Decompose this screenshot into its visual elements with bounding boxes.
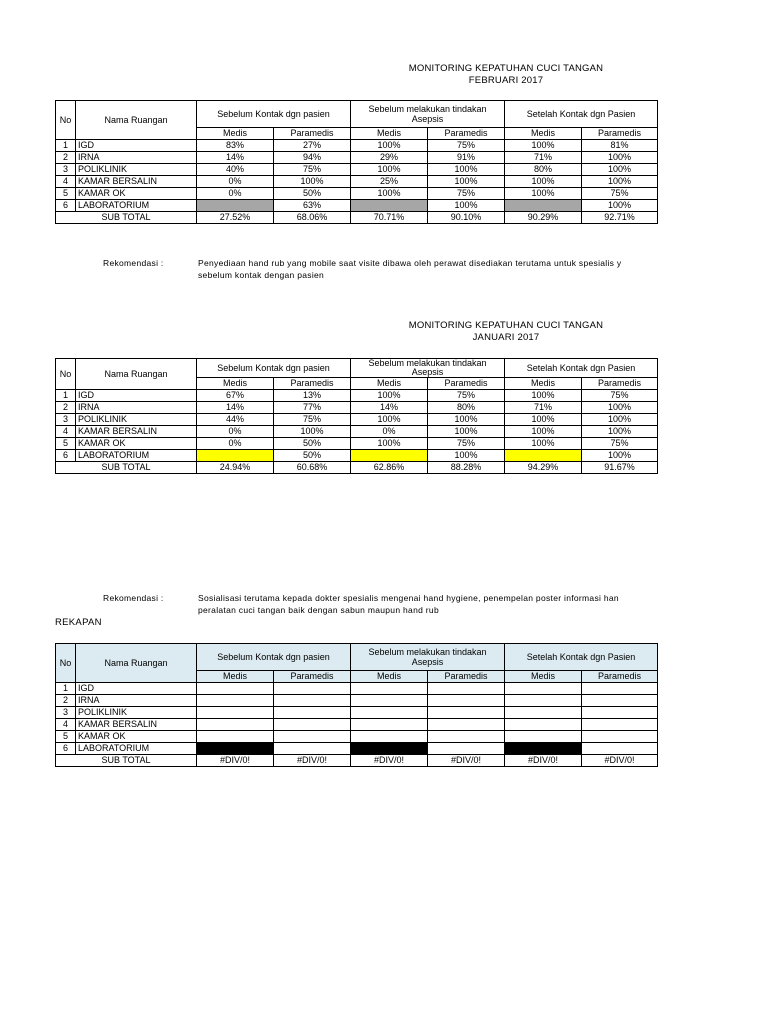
rekomendasi-line: peralatan cuci tangan baik dengan sabun maupun hand rub	[198, 604, 439, 615]
subtotal-cell: 92.71%	[582, 212, 658, 224]
col-header-paramedis: Paramedis	[428, 378, 505, 390]
value-cell	[197, 683, 274, 695]
value-cell: 100%	[351, 438, 428, 450]
value-cell	[197, 707, 274, 719]
value-cell: 100%	[505, 414, 582, 426]
value-cell	[582, 719, 658, 731]
col-header-medis: Medis	[197, 671, 274, 683]
value-cell	[582, 731, 658, 743]
value-cell	[197, 719, 274, 731]
value-cell	[351, 683, 428, 695]
shaded-cell	[351, 200, 428, 212]
subtotal-cell: 27.52%	[197, 212, 274, 224]
highlight-cell	[351, 450, 428, 462]
table-row	[56, 743, 658, 755]
value-cell: 67%	[197, 390, 274, 402]
value-cell: 100%	[582, 164, 658, 176]
subtotal-row	[56, 755, 658, 767]
room-name: KAMAR OK	[76, 188, 197, 200]
value-cell	[274, 743, 351, 755]
value-cell	[505, 719, 582, 731]
shaded-cell	[505, 200, 582, 212]
row-no: 4	[56, 426, 76, 438]
col-group-setelah-kontak: Setelah Kontak dgn Pasien	[505, 644, 658, 671]
rekapan-label: REKAPAN	[55, 617, 102, 628]
row-no: 1	[56, 683, 76, 695]
subtotal-cell: #DIV/0!	[351, 755, 428, 767]
value-cell: 0%	[197, 426, 274, 438]
col-header-paramedis: Paramedis	[274, 128, 351, 140]
value-cell	[505, 731, 582, 743]
subtotal-cell: 68.06%	[274, 212, 351, 224]
value-cell: 14%	[351, 402, 428, 414]
room-name: POLIKLINIK	[76, 707, 197, 719]
room-name: KAMAR BERSALIN	[76, 426, 197, 438]
value-cell: 100%	[351, 140, 428, 152]
table-row	[56, 438, 658, 450]
subtotal-cell: #DIV/0!	[428, 755, 505, 767]
subtotal-cell: 91.67%	[582, 462, 658, 474]
table-row	[56, 152, 658, 164]
col-header-paramedis: Paramedis	[582, 128, 658, 140]
value-cell	[428, 707, 505, 719]
subtotal-cell: 88.28%	[428, 462, 505, 474]
value-cell: 100%	[351, 390, 428, 402]
value-cell: 75%	[428, 438, 505, 450]
col-header-medis: Medis	[197, 378, 274, 390]
blacked-out-cell	[197, 743, 274, 755]
value-cell	[351, 695, 428, 707]
blacked-out-cell	[505, 743, 582, 755]
value-cell: 100%	[582, 200, 658, 212]
col-header-paramedis: Paramedis	[582, 671, 658, 683]
col-header-medis: Medis	[351, 671, 428, 683]
value-cell: 75%	[428, 188, 505, 200]
value-cell: 25%	[351, 176, 428, 188]
value-cell	[274, 707, 351, 719]
row-no: 4	[56, 719, 76, 731]
table-row	[56, 164, 658, 176]
value-cell: 75%	[428, 390, 505, 402]
col-header-nama-ruangan: Nama Ruangan	[76, 644, 197, 683]
rekomendasi-line: Penyediaan hand rub yang mobile saat visite dibawa oleh perawat disediakan terutama untuk spesialis y	[198, 258, 622, 268]
value-cell: 29%	[351, 152, 428, 164]
value-cell: 14%	[197, 402, 274, 414]
table-row	[56, 200, 658, 212]
col-header-no: No	[56, 101, 76, 140]
room-name: KAMAR BERSALIN	[76, 719, 197, 731]
subtotal-cell: 94.29%	[505, 462, 582, 474]
value-cell: 0%	[197, 176, 274, 188]
col-group-sebelum-kontak: Sebelum Kontak dgn pasien	[197, 101, 351, 128]
value-cell: 100%	[582, 402, 658, 414]
value-cell: 100%	[428, 414, 505, 426]
col-header-medis: Medis	[505, 671, 582, 683]
section1-title	[356, 63, 656, 87]
value-cell: 100%	[351, 164, 428, 176]
rekomendasi-label: Rekomendasi :	[103, 593, 164, 603]
value-cell	[505, 683, 582, 695]
rekomendasi-line: sebelum kontak dengan pasien	[198, 269, 325, 280]
value-cell: 75%	[582, 390, 658, 402]
value-cell: 100%	[428, 426, 505, 438]
room-name: LABORATORIUM	[76, 450, 197, 462]
value-cell: 75%	[274, 164, 351, 176]
subtotal-cell: 24.94%	[197, 462, 274, 474]
value-cell: 40%	[197, 164, 274, 176]
subtotal-cell: #DIV/0!	[505, 755, 582, 767]
col-group-setelah-kontak: Setelah Kontak dgn Pasien	[505, 359, 658, 378]
value-cell: 71%	[505, 152, 582, 164]
table-row	[56, 731, 658, 743]
value-cell	[274, 719, 351, 731]
value-cell	[582, 707, 658, 719]
value-cell: 91%	[428, 152, 505, 164]
table-row	[56, 683, 658, 695]
subtotal-cell: 62.86%	[351, 462, 428, 474]
table-row	[56, 390, 658, 402]
section2-title-line2: JANUARI 2017	[472, 332, 540, 343]
subtotal-cell: 70.71%	[351, 212, 428, 224]
col-group-sebelum-kontak: Sebelum Kontak dgn pasien	[197, 359, 351, 378]
col-header-paramedis: Paramedis	[428, 671, 505, 683]
value-cell: 100%	[582, 176, 658, 188]
value-cell	[505, 707, 582, 719]
shaded-cell	[197, 200, 274, 212]
value-cell	[274, 731, 351, 743]
value-cell	[428, 683, 505, 695]
value-cell: 100%	[582, 152, 658, 164]
room-name: IGD	[76, 390, 197, 402]
value-cell: 50%	[274, 188, 351, 200]
row-no: 3	[56, 414, 76, 426]
row-no: 2	[56, 695, 76, 707]
value-cell: 75%	[582, 438, 658, 450]
col-group-sebelum-tindakan: Sebelum melakukan tindakan Asepsis	[351, 359, 505, 378]
value-cell: 44%	[197, 414, 274, 426]
subtotal-label: SUB TOTAL	[56, 755, 197, 767]
section1-title-line2: FEBRUARI 2017	[468, 75, 544, 86]
col-header-paramedis: Paramedis	[582, 378, 658, 390]
row-no: 2	[56, 402, 76, 414]
col-header-paramedis: Paramedis	[428, 128, 505, 140]
row-no: 5	[56, 188, 76, 200]
table-rekapan	[55, 643, 658, 767]
value-cell: 100%	[351, 188, 428, 200]
value-cell	[351, 719, 428, 731]
col-header-paramedis: Paramedis	[274, 671, 351, 683]
table-row	[56, 188, 658, 200]
value-cell: 100%	[428, 450, 505, 462]
value-cell: 14%	[197, 152, 274, 164]
value-cell: 100%	[274, 176, 351, 188]
value-cell: 63%	[274, 200, 351, 212]
value-cell: 100%	[428, 200, 505, 212]
col-group-setelah-kontak: Setelah Kontak dgn Pasien	[505, 101, 658, 128]
row-no: 2	[56, 152, 76, 164]
subtotal-cell: #DIV/0!	[197, 755, 274, 767]
room-name: IRNA	[76, 695, 197, 707]
subtotal-cell: 90.10%	[428, 212, 505, 224]
subtotal-row	[56, 462, 658, 474]
value-cell: 50%	[274, 450, 351, 462]
value-cell: 75%	[428, 140, 505, 152]
value-cell	[197, 731, 274, 743]
table-row	[56, 707, 658, 719]
col-header-nama-ruangan: Nama Ruangan	[76, 359, 197, 390]
value-cell	[428, 743, 505, 755]
value-cell: 80%	[505, 164, 582, 176]
subtotal-cell: #DIV/0!	[582, 755, 658, 767]
value-cell: 100%	[428, 176, 505, 188]
room-name: IRNA	[76, 152, 197, 164]
value-cell: 100%	[582, 414, 658, 426]
value-cell: 100%	[505, 438, 582, 450]
table-januari	[55, 358, 658, 474]
room-name: LABORATORIUM	[76, 200, 197, 212]
value-cell: 50%	[274, 438, 351, 450]
table-row	[56, 414, 658, 426]
value-cell	[582, 695, 658, 707]
section2-title	[356, 320, 656, 344]
col-header-no: No	[56, 359, 76, 390]
col-header-medis: Medis	[197, 128, 274, 140]
row-no: 1	[56, 390, 76, 402]
value-cell: 83%	[197, 140, 274, 152]
row-no: 5	[56, 731, 76, 743]
value-cell: 100%	[582, 426, 658, 438]
rekomendasi-text	[198, 258, 658, 281]
col-header-paramedis: Paramedis	[274, 378, 351, 390]
subtotal-label: SUB TOTAL	[56, 212, 197, 224]
room-name: IGD	[76, 140, 197, 152]
col-group-sebelum-tindakan: Sebelum melakukan tindakan Asepsis	[351, 644, 505, 671]
value-cell: 77%	[274, 402, 351, 414]
room-name: IRNA	[76, 402, 197, 414]
col-header-nama-ruangan: Nama Ruangan	[76, 101, 197, 140]
section2-title-line1: MONITORING KEPATUHAN CUCI TANGAN	[408, 320, 604, 331]
value-cell: 94%	[274, 152, 351, 164]
room-name: KAMAR OK	[76, 731, 197, 743]
subtotal-row	[56, 212, 658, 224]
value-cell	[274, 683, 351, 695]
value-cell	[582, 683, 658, 695]
value-cell: 100%	[428, 164, 505, 176]
value-cell: 75%	[274, 414, 351, 426]
value-cell	[428, 719, 505, 731]
row-no: 4	[56, 176, 76, 188]
room-name: KAMAR OK	[76, 438, 197, 450]
row-no: 1	[56, 140, 76, 152]
col-header-medis: Medis	[505, 378, 582, 390]
value-cell: 81%	[582, 140, 658, 152]
subtotal-cell: 90.29%	[505, 212, 582, 224]
table-row	[56, 402, 658, 414]
value-cell: 0%	[197, 188, 274, 200]
value-cell: 100%	[351, 414, 428, 426]
value-cell: 100%	[505, 426, 582, 438]
room-name: IGD	[76, 683, 197, 695]
value-cell	[505, 695, 582, 707]
room-name: POLIKLINIK	[76, 164, 197, 176]
table-row	[56, 450, 658, 462]
col-header-medis: Medis	[505, 128, 582, 140]
rekomendasi-line: Sosialisasi terutama kepada dokter spesialis mengenai hand hygiene, penempelan poster informasi han	[198, 593, 619, 603]
value-cell	[428, 731, 505, 743]
row-no: 6	[56, 450, 76, 462]
row-no: 3	[56, 707, 76, 719]
row-no: 6	[56, 200, 76, 212]
table-row	[56, 176, 658, 188]
blacked-out-cell	[351, 743, 428, 755]
col-header-medis: Medis	[351, 378, 428, 390]
room-name: KAMAR BERSALIN	[76, 176, 197, 188]
subtotal-label: SUB TOTAL	[56, 462, 197, 474]
row-no: 5	[56, 438, 76, 450]
row-no: 6	[56, 743, 76, 755]
value-cell: 100%	[582, 450, 658, 462]
value-cell	[582, 743, 658, 755]
col-group-sebelum-kontak: Sebelum Kontak dgn pasien	[197, 644, 351, 671]
value-cell: 75%	[582, 188, 658, 200]
value-cell: 100%	[505, 140, 582, 152]
room-name: LABORATORIUM	[76, 743, 197, 755]
value-cell	[274, 695, 351, 707]
value-cell	[197, 695, 274, 707]
value-cell: 100%	[274, 426, 351, 438]
room-name: POLIKLINIK	[76, 414, 197, 426]
value-cell: 100%	[505, 176, 582, 188]
table-row	[56, 140, 658, 152]
value-cell	[428, 695, 505, 707]
col-group-sebelum-tindakan: Sebelum melakukan tindakan Asepsis	[351, 101, 505, 128]
value-cell: 100%	[505, 390, 582, 402]
value-cell: 80%	[428, 402, 505, 414]
col-header-no: No	[56, 644, 76, 683]
subtotal-cell: #DIV/0!	[274, 755, 351, 767]
rekomendasi-text	[198, 593, 658, 616]
rekomendasi-label: Rekomendasi :	[103, 258, 164, 268]
table-row	[56, 426, 658, 438]
value-cell	[351, 731, 428, 743]
highlight-cell	[197, 450, 274, 462]
highlight-cell	[505, 450, 582, 462]
value-cell: 27%	[274, 140, 351, 152]
value-cell: 100%	[505, 188, 582, 200]
value-cell: 0%	[351, 426, 428, 438]
section1-title-line1: MONITORING KEPATUHAN CUCI TANGAN	[408, 63, 604, 74]
table-row	[56, 719, 658, 731]
table-row	[56, 695, 658, 707]
col-header-medis: Medis	[351, 128, 428, 140]
value-cell: 71%	[505, 402, 582, 414]
subtotal-cell: 60.68%	[274, 462, 351, 474]
row-no: 3	[56, 164, 76, 176]
value-cell: 0%	[197, 438, 274, 450]
value-cell: 13%	[274, 390, 351, 402]
value-cell	[351, 707, 428, 719]
table-februari	[55, 100, 658, 224]
